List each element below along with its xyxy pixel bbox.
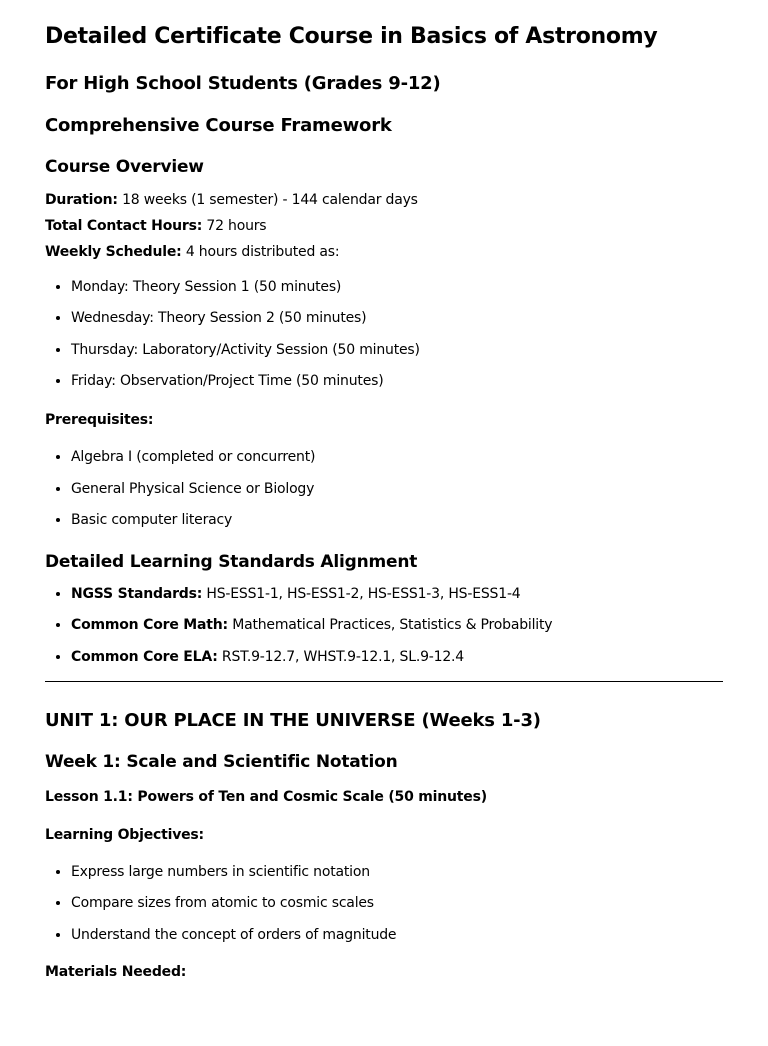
standards-label: Common Core Math: bbox=[71, 617, 228, 634]
schedule-list bbox=[45, 277, 723, 391]
objectives-list bbox=[45, 862, 723, 945]
list-item: • Express large numbers in scientific notation bbox=[71, 862, 723, 882]
prerequisites-list bbox=[45, 447, 723, 530]
duration-value: 18 weeks (1 semester) - 144 calendar days bbox=[117, 192, 418, 208]
standards-value: RST.9-12.7, WHST.9-12.1, SL.9-12.4 bbox=[217, 648, 465, 665]
standards-value: Mathematical Practices, Statistics & Probability bbox=[227, 617, 553, 634]
unit1-heading: UNIT 1: OUR PLACE IN THE UNIVERSE (Weeks 1-3) bbox=[45, 709, 541, 731]
standards-value: HS-ESS1-1, HS-ESS1-2, HS-ESS1-3, HS-ESS1-4 bbox=[202, 585, 521, 602]
standards-label: Common Core ELA: bbox=[71, 648, 218, 665]
prerequisites-label: Prerequisites: bbox=[45, 412, 154, 429]
contact-hours-line bbox=[45, 213, 723, 239]
list-item: • Basic computer literacy bbox=[71, 510, 723, 530]
list-item: • Friday: Observation/Project Time (50 minutes) bbox=[71, 371, 723, 391]
standards-list bbox=[45, 584, 723, 667]
list-item bbox=[71, 584, 723, 604]
list-item: • General Physical Science or Biology bbox=[71, 479, 723, 499]
list-item: • Thursday: Laboratory/Activity Session (50 minutes) bbox=[71, 340, 723, 360]
document-title: Detailed Certificate Course in Basics of Astronomy bbox=[45, 24, 658, 49]
list-item: • Monday: Theory Session 1 (50 minutes) bbox=[71, 277, 723, 297]
list-item: • Wednesday: Theory Session 2 (50 minutes) bbox=[71, 308, 723, 328]
contact-hours-label: Total Contact Hours: bbox=[45, 218, 203, 234]
contact-hours-value: 72 hours bbox=[202, 218, 267, 234]
objectives-label: Learning Objectives: bbox=[45, 826, 204, 843]
list-item bbox=[71, 647, 723, 667]
framework-heading: Comprehensive Course Framework bbox=[45, 115, 392, 136]
weekly-schedule-value: 4 hours distributed as: bbox=[181, 244, 340, 260]
document-page bbox=[0, 22, 768, 983]
lesson-heading: Lesson 1.1: Powers of Ten and Cosmic Scale (50 minutes) bbox=[45, 788, 487, 805]
list-item: • Understand the concept of orders of magnitude bbox=[71, 925, 723, 945]
weekly-schedule-line bbox=[45, 239, 723, 265]
duration-label: Duration: bbox=[45, 192, 118, 208]
section-divider bbox=[45, 681, 723, 682]
list-item bbox=[71, 615, 723, 635]
duration-line bbox=[45, 187, 723, 213]
materials-label: Materials Needed: bbox=[45, 963, 187, 980]
document-subtitle: For High School Students (Grades 9-12) bbox=[45, 73, 441, 94]
overview-heading: Course Overview bbox=[45, 157, 204, 177]
standards-heading: Detailed Learning Standards Alignment bbox=[45, 551, 418, 572]
week1-heading: Week 1: Scale and Scientific Notation bbox=[45, 751, 398, 772]
list-item: • Algebra I (completed or concurrent) bbox=[71, 447, 723, 467]
standards-label: NGSS Standards: bbox=[71, 585, 203, 602]
weekly-schedule-label: Weekly Schedule: bbox=[45, 244, 182, 260]
list-item: • Compare sizes from atomic to cosmic scales bbox=[71, 893, 723, 913]
